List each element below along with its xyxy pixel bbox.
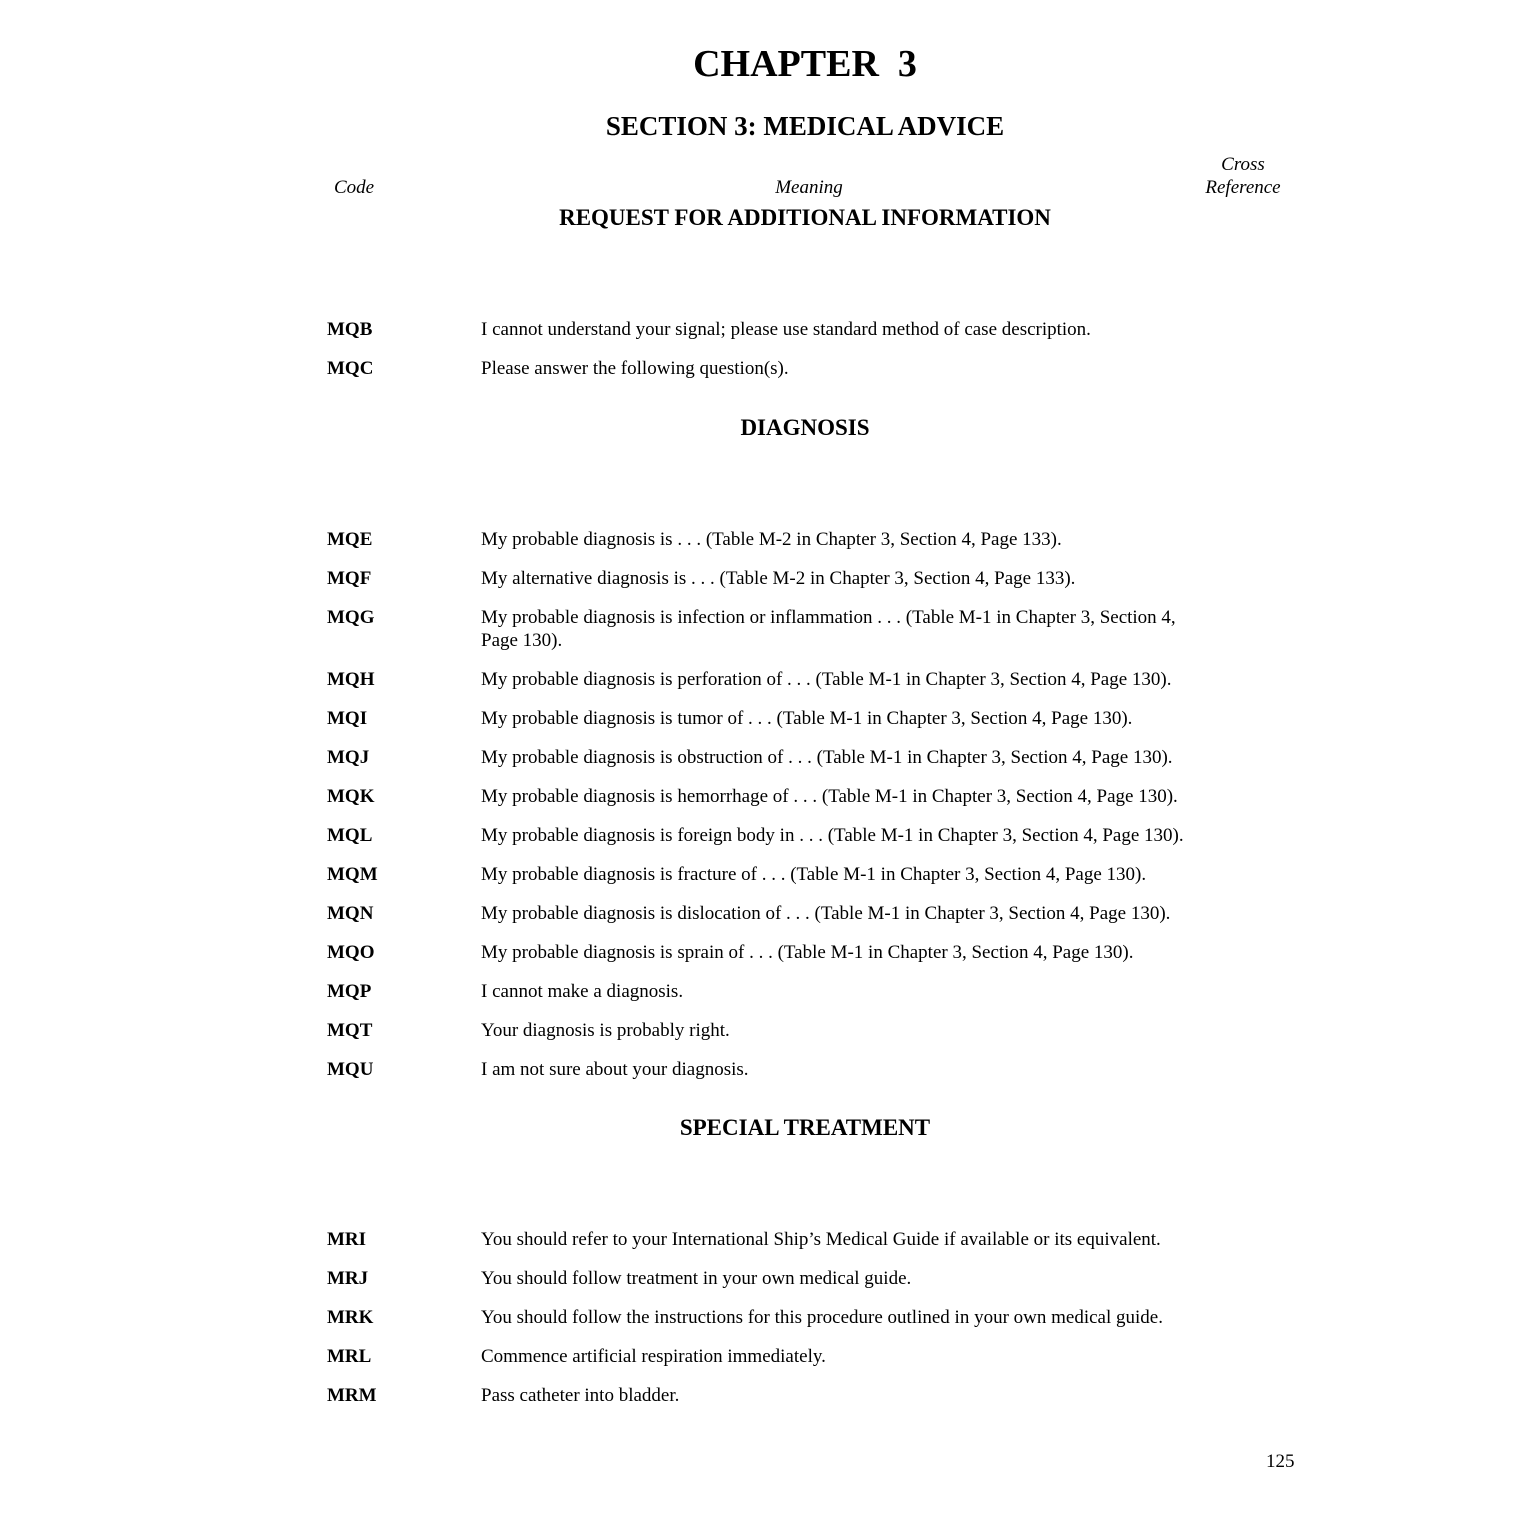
row-meaning: My probable diagnosis is dislocation of . . . (Table M-1 in Chapter 3, Section 4, Page 130). (481, 903, 1171, 924)
group-title-diagnosis: DIAGNOSIS (740, 415, 870, 440)
row-code: MQK (327, 786, 375, 807)
row-code: MQC (327, 358, 374, 379)
row-code: MQU (327, 1059, 374, 1080)
row-code: MQM (327, 864, 378, 885)
row-code: MQF (327, 568, 372, 589)
column-header-cross-line1: Cross (1221, 154, 1265, 175)
row-meaning: Commence artificial respiration immediately. (481, 1346, 826, 1367)
row-meaning: I am not sure about your diagnosis. (481, 1059, 749, 1080)
row-meaning: My probable diagnosis is obstruction of . . . (Table M-1 in Chapter 3, Section 4, Page 130). (481, 747, 1173, 768)
row-code: MQB (327, 319, 373, 340)
row-code: MQG (327, 607, 375, 628)
row-code: MRK (327, 1307, 374, 1328)
row-meaning: I cannot understand your signal; please use standard method of case description. (481, 319, 1091, 340)
row-meaning: My probable diagnosis is infection or inflammation . . . (Table M-1 in Chapter 3, Section 4, Page 130). (481, 607, 1176, 651)
row-code: MQJ (327, 747, 370, 768)
row-code: MQN (327, 903, 374, 924)
page-number: 125 (1266, 1451, 1295, 1472)
row-meaning: My probable diagnosis is perforation of . . . (Table M-1 in Chapter 3, Section 4, Page 130). (481, 669, 1172, 690)
row-code: MRJ (327, 1268, 369, 1289)
row-code: MQL (327, 825, 373, 846)
row-code: MQE (327, 529, 373, 550)
row-meaning: My probable diagnosis is tumor of . . . (Table M-1 in Chapter 3, Section 4, Page 130). (481, 708, 1133, 729)
row-meaning: My probable diagnosis is hemorrhage of . . . (Table M-1 in Chapter 3, Section 4, Page 130). (481, 786, 1178, 807)
chapter-title: CHAPTER 3 (693, 43, 917, 85)
row-code: MQO (327, 942, 375, 963)
column-header-cross-line2: Reference (1205, 177, 1281, 198)
column-header-cross-reference (1195, 153, 1291, 199)
row-meaning: My alternative diagnosis is . . . (Table M-2 in Chapter 3, Section 4, Page 133). (481, 568, 1076, 589)
row-code: MQP (327, 981, 372, 1002)
row-meaning: My probable diagnosis is sprain of . . . (Table M-1 in Chapter 3, Section 4, Page 130). (481, 942, 1134, 963)
row-meaning: You should follow treatment in your own medical guide. (481, 1268, 912, 1289)
row-meaning: You should follow the instructions for this procedure outlined in your own medical guide. (481, 1307, 1163, 1328)
column-header-meaning: Meaning (775, 177, 843, 198)
row-code: MQT (327, 1020, 373, 1041)
group-title-special-treatment: SPECIAL TREATMENT (679, 1115, 931, 1140)
row-meaning: Please answer the following question(s). (481, 358, 789, 379)
group-title-request-info: REQUEST FOR ADDITIONAL INFORMATION (559, 205, 1051, 230)
row-meaning: My probable diagnosis is fracture of . . . (Table M-1 in Chapter 3, Section 4, Page 130). (481, 864, 1147, 885)
row-code: MQI (327, 708, 368, 729)
row-meaning: My probable diagnosis is foreign body in . . . (Table M-1 in Chapter 3, Section 4, Page 130). (481, 825, 1184, 846)
section-title: SECTION 3: MEDICAL ADVICE (605, 111, 1005, 141)
row-code: MRL (327, 1346, 372, 1367)
row-code: MRM (327, 1385, 377, 1406)
row-code: MRI (327, 1229, 367, 1250)
row-meaning: I cannot make a diagnosis. (481, 981, 684, 1002)
row-meaning: My probable diagnosis is . . . (Table M-2 in Chapter 3, Section 4, Page 133). (481, 529, 1062, 550)
column-header-code: Code (334, 177, 375, 198)
row-meaning: You should refer to your International Ship’s Medical Guide if available or its equivalent. (481, 1229, 1161, 1250)
row-code: MQH (327, 669, 375, 690)
row-meaning: Pass catheter into bladder. (481, 1385, 680, 1406)
row-meaning: Your diagnosis is probably right. (481, 1020, 730, 1041)
